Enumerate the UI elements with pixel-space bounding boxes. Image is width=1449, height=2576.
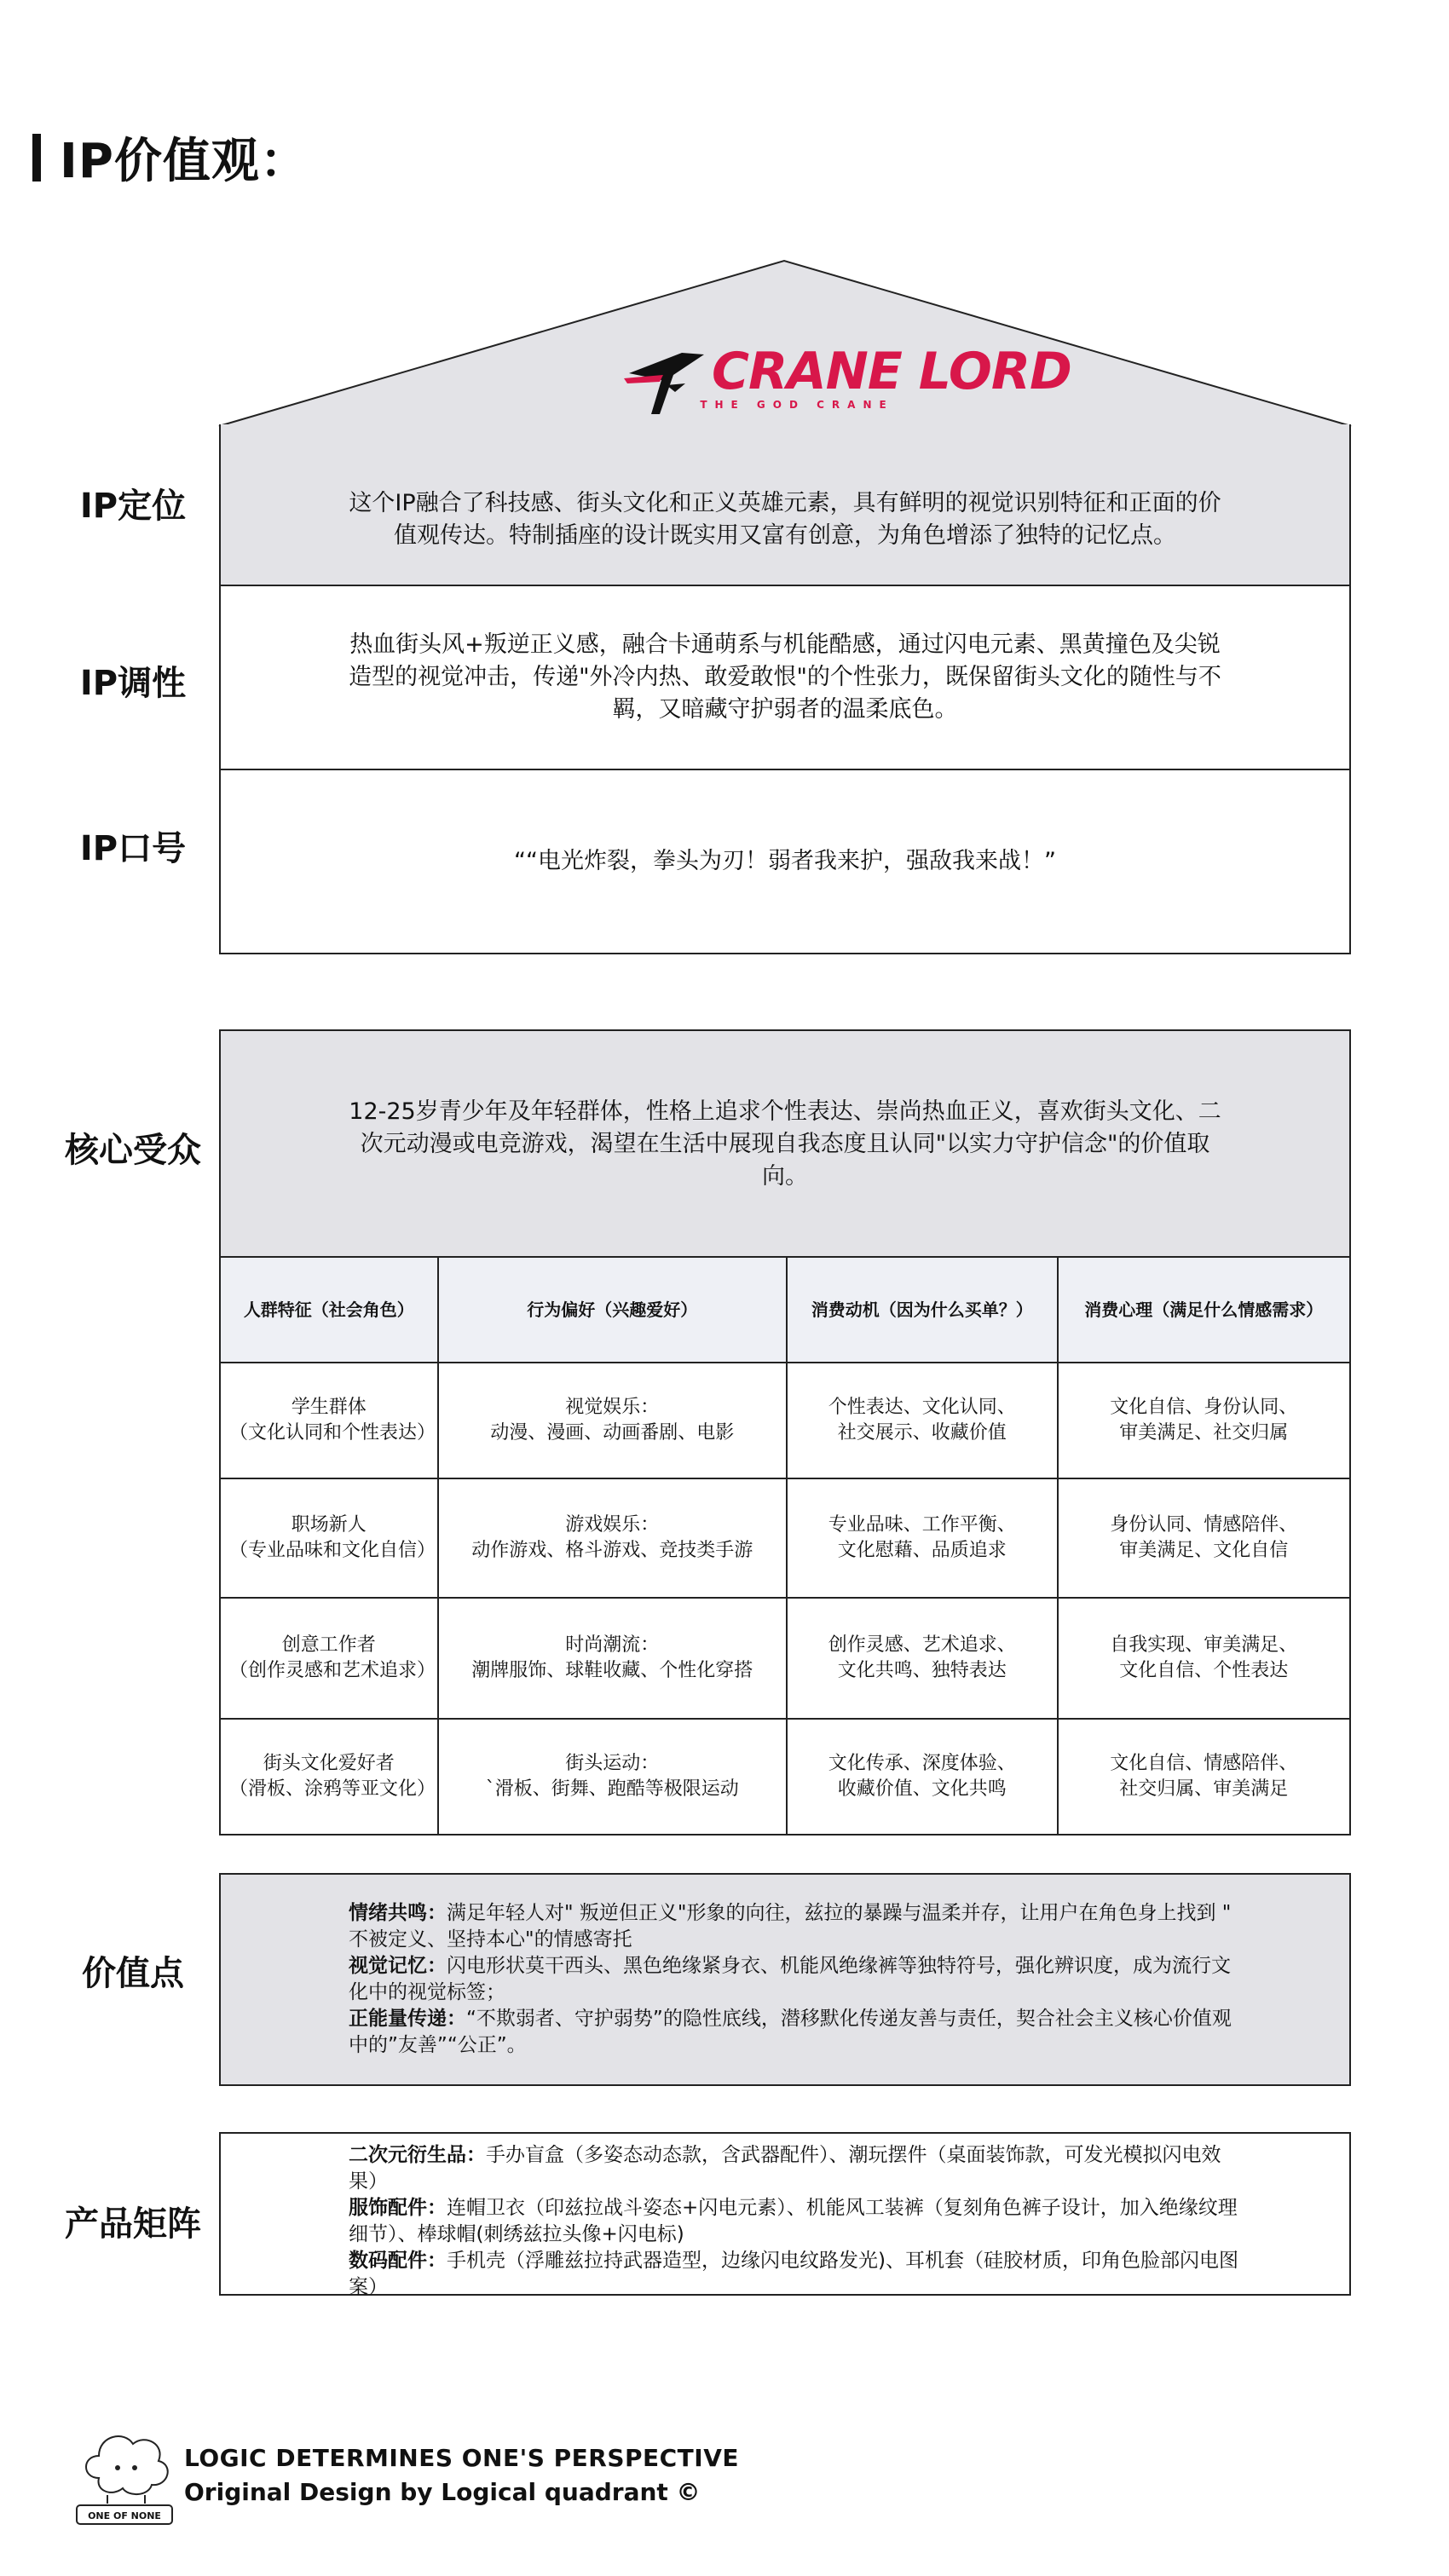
mascot-logo [73,2418,176,2529]
audience-table [219,1256,1351,1835]
ip-tone-box [219,585,1351,770]
cell-behavior: 视觉娱乐： 动漫、漫画、动画番剧、电影 [438,1363,787,1478]
value-points-box [219,1873,1351,2086]
value-point-item: 情绪共鸣：满足年轻人对" 叛逆但正义"形象的向往，兹拉的暴躁与温柔并存，让用户在角色身上找到 " 不被定义、坚持本心"的情感寄托 [349,1902,1232,1951]
core-audience-text: 12-25岁青少年及年轻群体，性格上追求个性表达、崇尚热血正义，喜欢街头文化、二次元动漫或电竞游戏，渴望在生活中展现自我态度且认同"以实力守护信念"的价值取向。 [349,1098,1221,1190]
label-core-audience: 核心受众 [65,1130,201,1170]
audience-table-header [220,1257,1350,1363]
cell-psychology: 身份认同、情感陪伴、 审美满足、文化自信 [1058,1478,1351,1598]
cell-motive: 个性表达、文化认同、 社交展示、收藏价值 [787,1363,1058,1478]
table-row [220,1363,1350,1478]
crane-emblem-icon [622,341,724,426]
col-header: 消费心理（满足什么情感需求） [1058,1257,1351,1363]
label-ip-positioning: IP定位 [79,486,187,526]
product-item: 二次元衍生品：手办盲盒（多姿态动态款，含武器配件）、潮玩摆件（桌面装饰款，可发光模拟闪电效果） [349,2144,1221,2193]
cell-behavior: 街头运动： `滑板、街舞、跑酷等极限运动 [438,1719,787,1835]
page-title-text: IP价值观： [60,134,309,189]
cell-behavior: 游戏娱乐： 动作游戏、格斗游戏、竞技类手游 [438,1478,787,1598]
label-product-matrix: 产品矩阵 [65,2204,201,2244]
mascot-badge-text: ONE OF NONE [88,2510,161,2521]
cell-group: 创意工作者 （创作灵感和艺术追求） [220,1598,438,1719]
col-header: 行为偏好（兴趣爱好） [438,1257,787,1363]
cell-motive: 专业品味、工作平衡、 文化慰藉、品质追求 [787,1478,1058,1598]
logo-tagline: THE GOD CRANE [700,399,894,411]
cell-motive: 文化传承、深度体验、 收藏价值、文化共鸣 [787,1719,1058,1835]
ip-tone-text: 热血街头风+叛逆正义感，融合卡通萌系与机能酷感，通过闪电元素、黑黄撞色及尖锐造型的视觉冲击，传递"外冷内热、敢爱敢恨"的个性张力，既保留街头文化的随性与不羁，又暗藏守护弱者的温柔底色。 [349,631,1221,723]
cell-psychology: 文化自信、身份认同、 审美满足、社交归属 [1058,1363,1351,1478]
table-row [220,1719,1350,1835]
value-point-item: 正能量传递：“不欺弱者、守护弱势”的隐性底线，潜移默化传递友善与责任，契合社会主义核心价值观中的”友善”“公正”。 [349,2008,1232,2056]
table-row [220,1478,1350,1598]
footer-credit: Original Design by Logical quadrant © [184,2478,701,2506]
ip-positioning-text: 这个IP融合了科技感、街头文化和正义英雄元素，具有鲜明的视觉识别特征和正面的价值观传达。特制插座的设计既实用又富有创意，为角色增添了独特的记忆点。 [349,490,1221,549]
ip-positioning-box [219,424,1351,586]
product-item: 数码配件：手机壳（浮雕兹拉持武器造型，边缘闪电纹路发光)、耳机套（硅胶材质，印角色脸部闪电图案） [349,2250,1238,2298]
cell-psychology: 自我实现、审美满足、 文化自信、个性表达 [1058,1598,1351,1719]
cell-group: 职场新人 （专业品味和文化自信） [220,1478,438,1598]
product-item: 服饰配件：连帽卫衣（印兹拉战斗姿态+闪电元素）、机能风工装裤（复刻角色裤子设计，加入绝缘纹理细节）、棒球帽(刺绣兹拉头像+闪电标) [349,2197,1238,2245]
footer-tagline: LOGIC DETERMINES ONE'S PERSPECTIVE [184,2444,739,2472]
product-matrix-box [219,2132,1351,2296]
core-audience-box [219,1029,1351,1259]
cell-behavior: 时尚潮流： 潮牌服饰、球鞋收藏、个性化穿搭 [438,1598,787,1719]
ip-slogan-text: ““电光炸裂，拳头为刃！弱者我来护，强敌我来战！” [514,848,1056,874]
cloud-mascot-icon [73,2418,176,2529]
cell-motive: 创作灵感、艺术追求、 文化共鸣、独特表达 [787,1598,1058,1719]
value-point-item: 视觉记忆：闪电形状莫干西头、黑色绝缘紧身衣、机能风绝缘裤等独特符号，强化辨识度，成为流行文化中的视觉标签； [349,1955,1231,2003]
cell-psychology: 文化自信、情感陪伴、 社交归属、审美满足 [1058,1719,1351,1835]
cell-group: 街头文化爱好者 （滑板、涂鸦等亚文化） [220,1719,438,1835]
ip-slogan-box [219,769,1351,954]
label-ip-tone: IP调性 [79,663,187,703]
logo-wordmark: CRANE LORD [712,342,1071,401]
col-header: 人群特征（社会角色） [220,1257,438,1363]
label-value-points: 价值点 [82,1953,184,1993]
cell-group: 学生群体 （文化认同和个性表达） [220,1363,438,1478]
crane-lord-logo [597,341,1071,426]
label-ip-slogan: IP口号 [79,828,187,868]
table-row [220,1598,1350,1719]
col-header: 消费动机（因为什么买单？） [787,1257,1058,1363]
